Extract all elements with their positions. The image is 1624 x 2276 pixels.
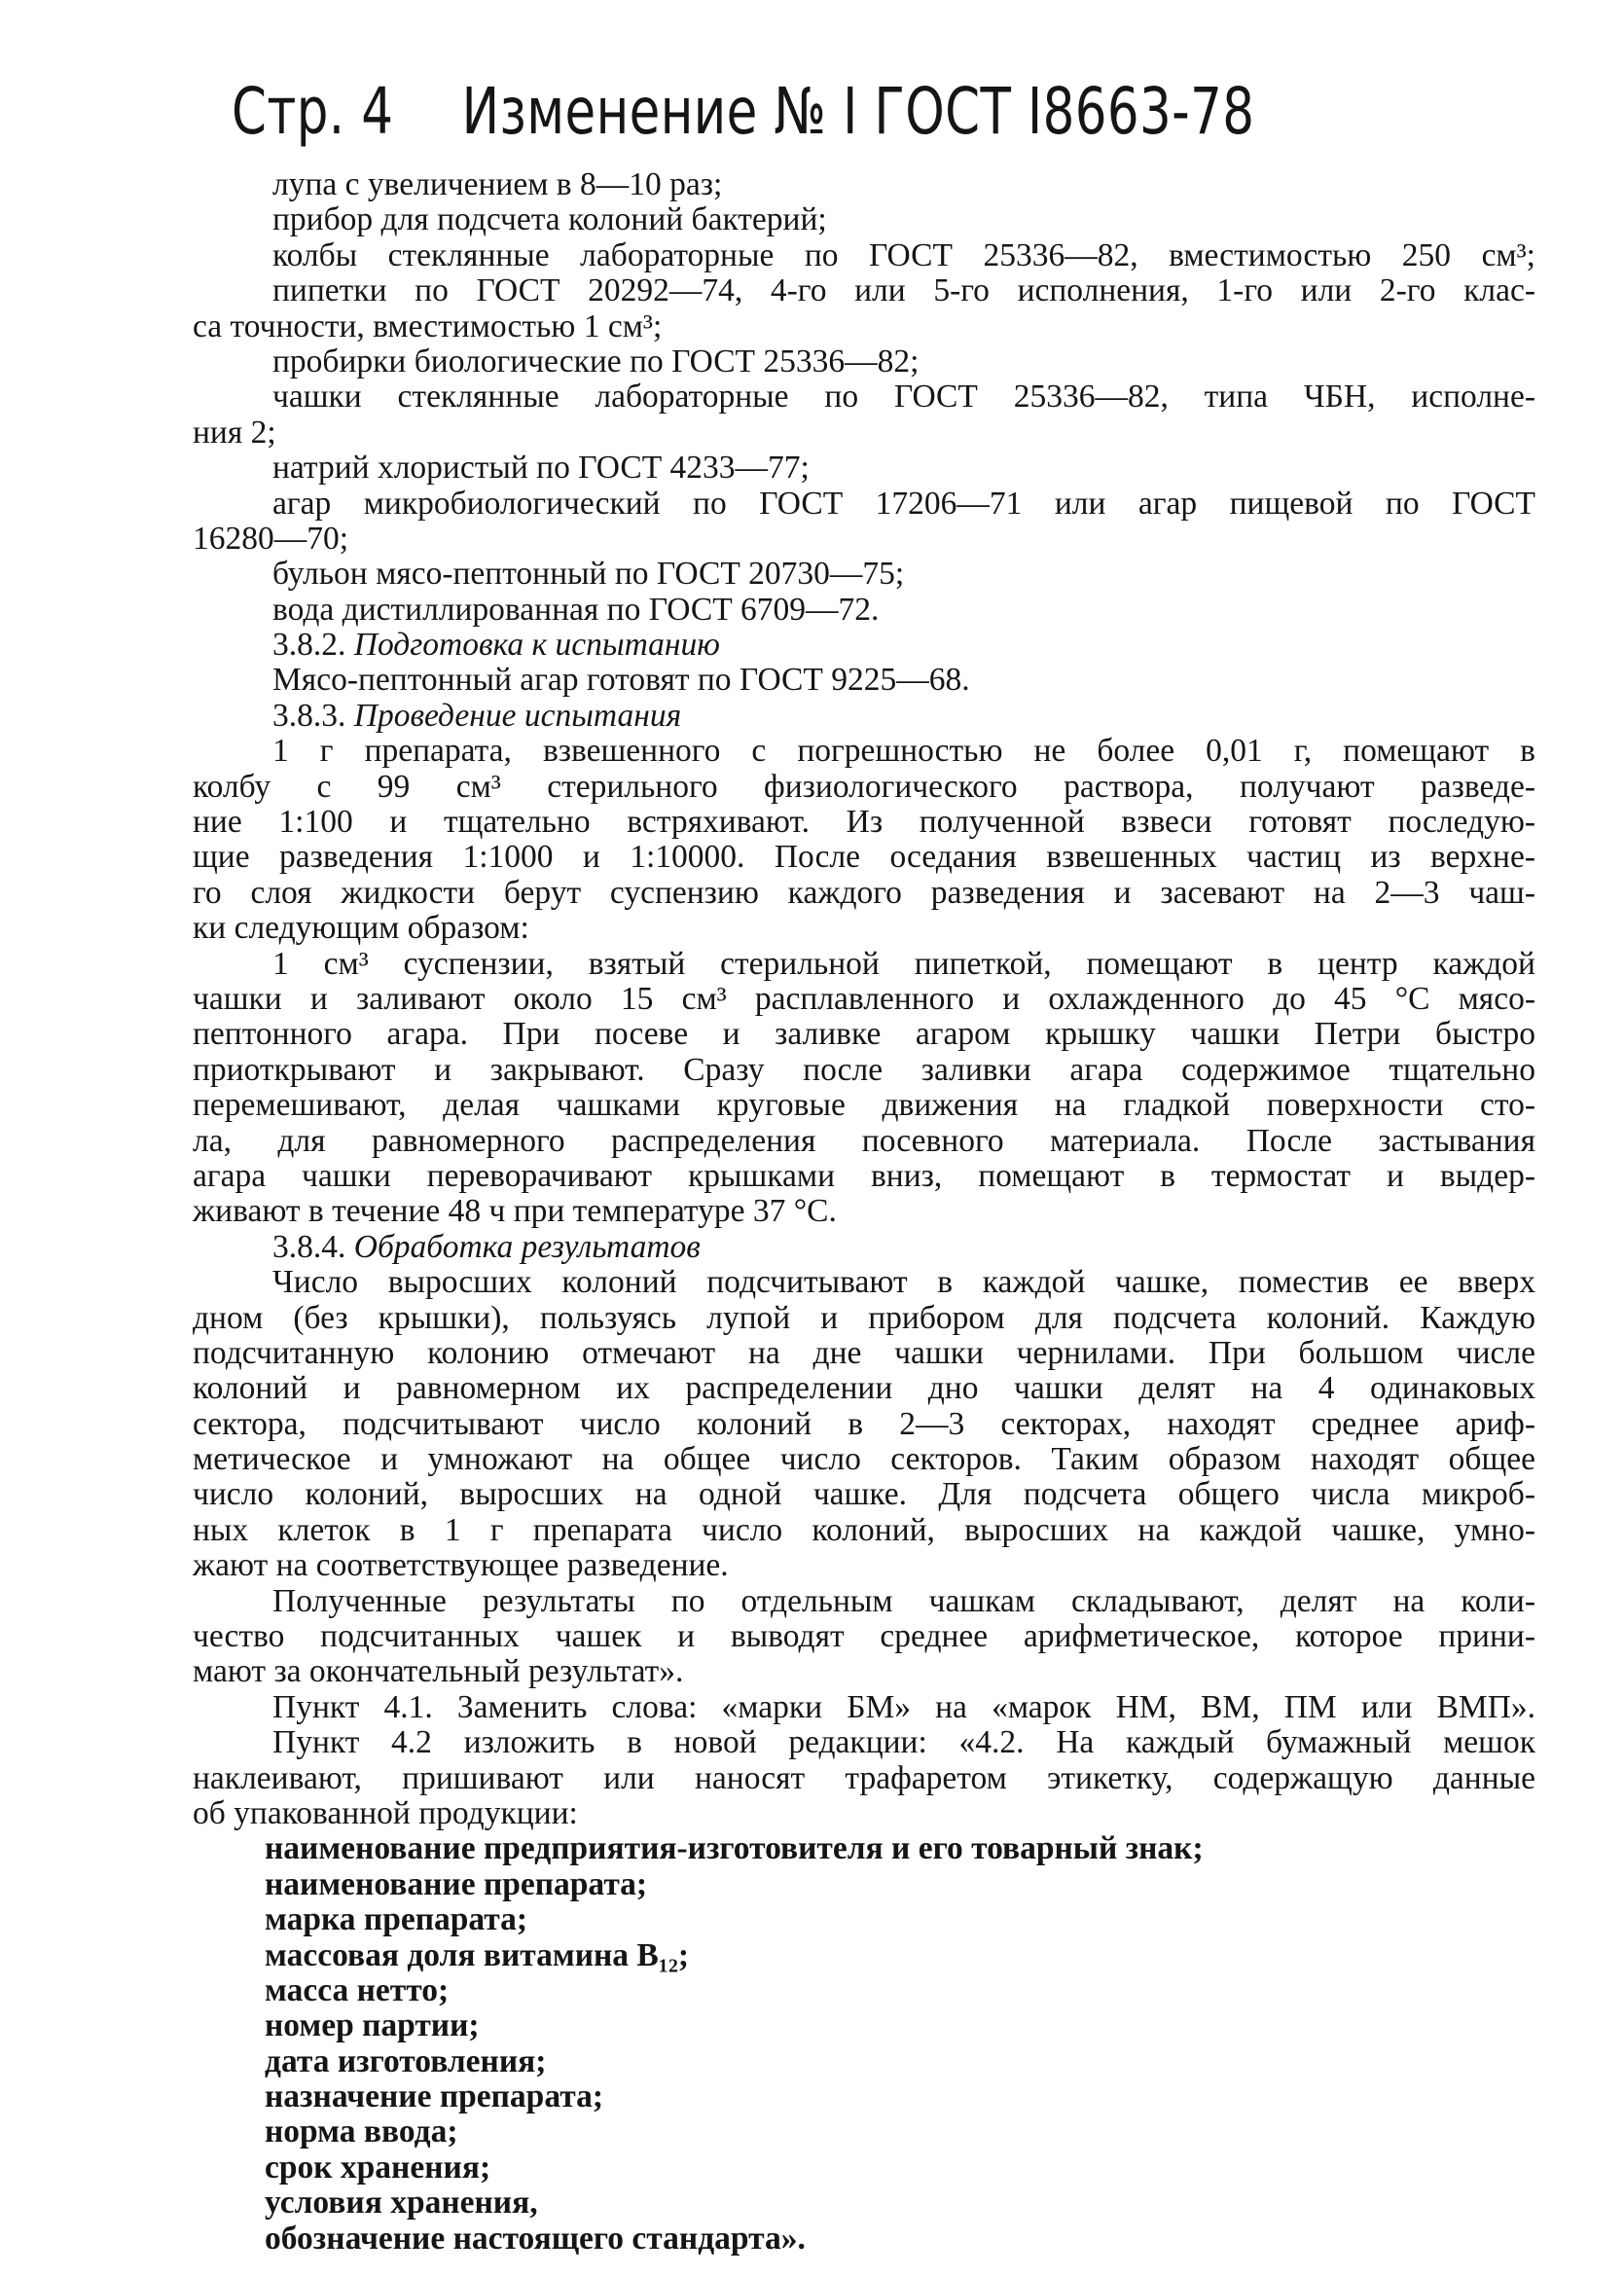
text-line: чество подсчитанных чашек и выводят среднее арифметическое, которое прини- [193, 1618, 1535, 1655]
page-number: Стр. 4 [232, 74, 394, 149]
text-line: пробирки биологические по ГОСТ 25336—82; [272, 343, 920, 379]
section-number: 3.8.4. [272, 1228, 354, 1265]
text-line: Число выросших колоний подсчитывают в каждой чашке, поместив ее вверх [272, 1264, 1535, 1301]
section-heading: Обработка результатов [353, 1228, 701, 1265]
text-line [193, 628, 1535, 663]
list-item: назначение препарата; [265, 2078, 603, 2115]
text-line: 1 г препарата, взвешенного с погрешностью не более 0,01 г, помещают в [272, 733, 1535, 770]
text-line: Пункт 4.1. Заменить слова: «марки БМ» на «марок НМ, ВМ, ПМ или ВМП». [272, 1688, 1535, 1725]
text-line [193, 699, 1535, 734]
text-line [193, 1230, 1535, 1265]
text-line: перемешивают, делая чашками круговые движения на гладкой поверхности сто- [193, 1087, 1535, 1124]
text-line: ла, для равномерного распределения посевного материала. После застывания [193, 1122, 1535, 1159]
text-line: колбу с 99 см³ стерильного физиологического раствора, получают разведе- [193, 768, 1535, 805]
text-line: жают на соответствующее разведение. [193, 1547, 729, 1584]
text-line: живают в течение 48 ч при температуре 37 °С. [193, 1193, 837, 1230]
label-contents-list [193, 1831, 1535, 2257]
text-line: колоний и равномерном их распределении дно чашки делят на 4 одинаковых [193, 1370, 1535, 1407]
text-line: наклеивают, пришивают или наносят трафаретом этикетку, содержащую данные [193, 1759, 1535, 1796]
text-line: агара чашки переворачивают крышками вниз, помещают в термостат и выдер- [193, 1157, 1535, 1194]
list-item: масса нетто; [265, 1971, 450, 2008]
text-line: Мясо-пептонный агар готовят по ГОСТ 9225—68. [272, 662, 970, 699]
text-line: пипетки по ГОСТ 20292—74, 4-го или 5-го исполнения, 1-го или 2-го клас- [272, 272, 1535, 309]
list-item: обозначение настоящего стандарта». [265, 2220, 806, 2257]
text-line: об упакованной продукции: [193, 1794, 578, 1831]
text-line: го слоя жидкости берут суспензию каждого разведения и засевают на 2—3 чаш- [193, 874, 1535, 911]
text-line: приоткрывают и закрывают. Сразу после заливки агара содержимое тщательно [193, 1051, 1535, 1088]
text-line: ние 1:100 и тщательно встряхивают. Из полученной взвеси готовят последую- [193, 804, 1535, 841]
text-line: щие разведения 1:1000 и 1:10000. После оседания взвешенных частиц из верхне- [193, 839, 1535, 876]
section-number: 3.8.3. [272, 697, 354, 734]
text-line: агар микробиологический по ГОСТ 17206—71 или агар пищевой по ГОСТ [272, 485, 1535, 522]
text-line: ния 2; [193, 414, 276, 451]
text-line: 16280—70; [193, 520, 349, 557]
text-line: прибор для подсчета колоний бактерий; [272, 201, 827, 238]
list-item: марка препарата; [265, 1901, 528, 1938]
text-line: чашки стеклянные лабораторные по ГОСТ 25336—82, типа ЧБН, исполне- [272, 379, 1535, 415]
text-line: бульон мясо-пептонный по ГОСТ 20730—75; [272, 556, 905, 593]
list-item: номер партии; [265, 2007, 480, 2044]
section-heading: Подготовка к испытанию [353, 627, 720, 664]
list-item: условия хранения, [265, 2185, 538, 2222]
section-number: 3.8.2. [272, 627, 354, 664]
list-item: наименование предприятия-изготовителя и его товарный знак; [265, 1830, 1204, 1867]
list-item: норма ввода; [265, 2113, 458, 2150]
text-line: натрий хлористый по ГОСТ 4233—77; [272, 450, 810, 487]
document-body [193, 167, 1535, 2257]
text-line: метическое и умножают на общее число секторов. Таким образом находят общее [193, 1441, 1535, 1478]
page-title: Изменение № I ГОСТ I8663-78 [461, 74, 1255, 149]
text-line: чашки и заливают около 15 см³ расплавленного и охлажденного до 45 °С мясо- [193, 980, 1535, 1017]
text-line: мают за окончательный результат». [193, 1653, 684, 1690]
list-item: дата изготовления; [265, 2042, 547, 2079]
text-line: пептонного агара. При посеве и заливке агаром крышку чашки Петри быстро [193, 1016, 1535, 1053]
text-line: Полученные результаты по отдельным чашкам складывают, делят на коли- [272, 1582, 1535, 1619]
list-item: наименование препарата; [265, 1865, 648, 1902]
text-line: подсчитанную колонию отмечают на дне чашки чернилами. При большом числе [193, 1334, 1535, 1371]
text-line: 1 см³ суспензии, взятый стерильной пипеткой, помещают в центр каждой [272, 945, 1535, 982]
text-line: вода дистиллированная по ГОСТ 6709—72. [272, 591, 880, 628]
text-line: Пункт 4.2 изложить в новой редакции: «4.2. На каждый бумажный мешок [272, 1724, 1535, 1761]
text-line: дном (без крышки), пользуясь лупой и прибором для подсчета колоний. Каждую [193, 1299, 1535, 1336]
section-heading: Проведение испытания [353, 697, 682, 734]
list-item: массовая доля витамина B₁₂; [265, 1936, 690, 1973]
text-line: лупа с увеличением в 8—10 раз; [272, 166, 723, 202]
list-item: срок хранения; [265, 2149, 491, 2186]
text-line: сектора, подсчитывают число колоний в 2—3 секторах, находят среднее ариф- [193, 1405, 1535, 1442]
text-line: са точности, вместимостью 1 см³; [193, 307, 663, 344]
page-header [232, 74, 1255, 149]
text-line: колбы стеклянные лабораторные по ГОСТ 25336—82, вместимостью 250 см³; [272, 236, 1535, 273]
text-line: ных клеток в 1 г препарата число колоний, выросших на каждой чашке, умно- [193, 1511, 1535, 1548]
text-line: число колоний, выросших на одной чашке. Для подсчета общего числа микроб- [193, 1476, 1535, 1513]
text-line: ки следующим образом: [193, 910, 529, 947]
